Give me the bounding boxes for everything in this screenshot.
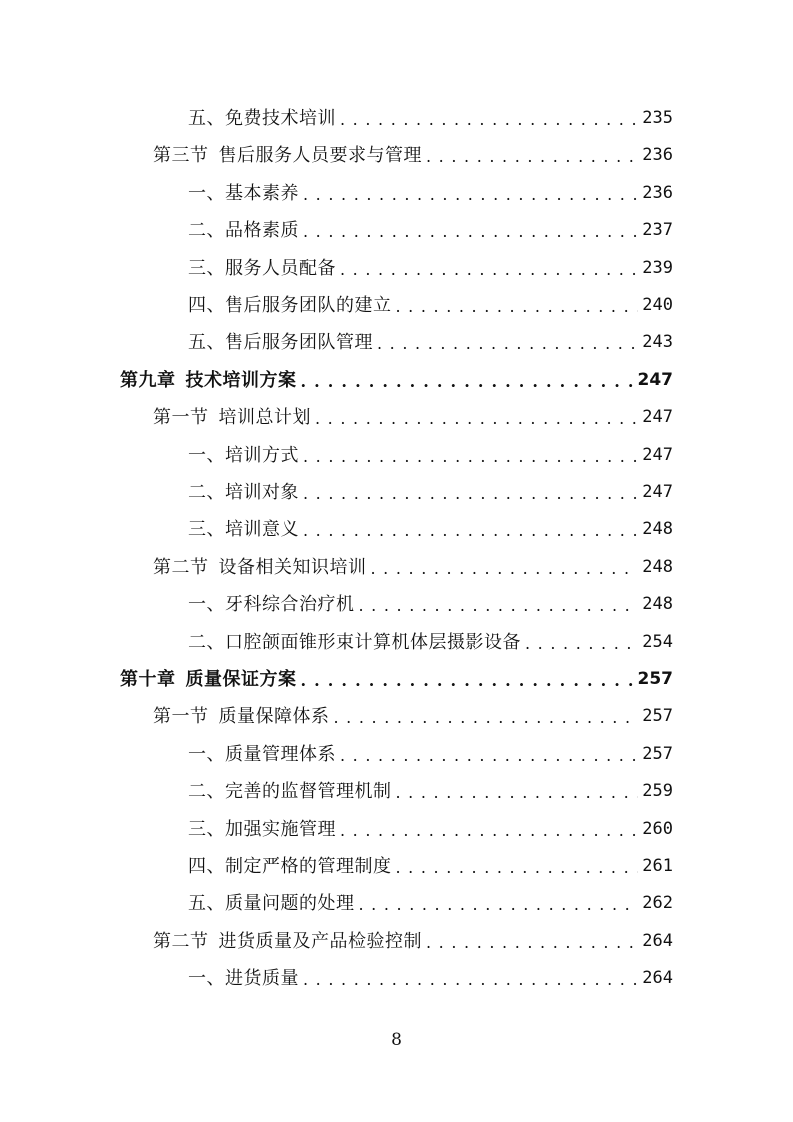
toc-entry[interactable] xyxy=(153,549,673,586)
toc-entry-number: 一、 xyxy=(188,594,225,615)
toc-entry-page: 248 xyxy=(642,519,673,539)
toc-entry[interactable] xyxy=(120,661,673,698)
toc-entry-number: 第九章 xyxy=(120,370,176,391)
toc-entry-title xyxy=(153,698,330,735)
toc-leader-dots xyxy=(359,886,639,923)
toc-entry-title xyxy=(188,511,299,548)
toc-entry-text: 设备相关知识培训 xyxy=(218,557,367,578)
toc-entry[interactable] xyxy=(153,698,673,735)
toc-entry-number: 四、 xyxy=(188,856,225,877)
toc-leader-dots xyxy=(396,288,639,325)
toc-entry-number: 五、 xyxy=(188,893,225,914)
toc-entry-text: 完善的监督管理机制 xyxy=(225,781,392,802)
toc-entry[interactable] xyxy=(188,811,673,848)
toc-entry-title xyxy=(188,960,299,997)
toc-entry-title xyxy=(188,773,392,810)
toc-entry-text: 质量问题的处理 xyxy=(225,893,355,914)
toc-entry-title xyxy=(188,212,299,249)
toc-entry-title xyxy=(188,250,336,287)
toc-entry-text: 技术培训方案 xyxy=(185,370,297,391)
toc-entry-title xyxy=(153,923,422,960)
toc-entry-page: 236 xyxy=(642,145,673,165)
toc-entry-title xyxy=(188,586,355,623)
toc-entry[interactable] xyxy=(153,399,673,436)
toc-leader-dots xyxy=(340,251,638,288)
toc-entry-page: 262 xyxy=(642,893,673,913)
toc-leader-dots xyxy=(396,849,639,886)
toc-entry[interactable] xyxy=(188,773,673,810)
toc-leader-dots xyxy=(377,325,638,362)
toc-entry-page: 235 xyxy=(642,108,673,128)
toc-entry-text: 质量保障体系 xyxy=(218,706,330,727)
toc-leader-dots xyxy=(315,400,638,437)
toc-entry-text: 售后服务团队的建立 xyxy=(225,295,392,316)
toc-entry-text: 培训意义 xyxy=(225,519,299,540)
toc-entry-title xyxy=(188,811,336,848)
toc-entry[interactable] xyxy=(188,287,673,324)
toc-entry[interactable] xyxy=(188,474,673,511)
toc-entry-title xyxy=(188,287,392,324)
toc-entry-page: 260 xyxy=(642,819,673,839)
toc-entry-text: 售后服务团队管理 xyxy=(225,332,373,353)
toc-entry-page: 239 xyxy=(642,258,673,278)
toc-leader-dots xyxy=(396,774,639,811)
toc-entry-number: 二、 xyxy=(188,220,225,241)
toc-entry[interactable] xyxy=(120,362,673,399)
toc-entry-text: 加强实施管理 xyxy=(225,819,336,840)
toc-entry-page: 240 xyxy=(642,295,673,315)
toc-leader-dots xyxy=(301,662,634,699)
toc-entry-text: 进货质量 xyxy=(225,968,299,989)
toc-leader-dots xyxy=(340,101,638,138)
toc-entry[interactable] xyxy=(188,100,673,137)
toc-entry-number: 三、 xyxy=(188,819,225,840)
toc-entry-number: 五、 xyxy=(188,332,225,353)
toc-leader-dots xyxy=(525,625,638,662)
toc-entry-number: 五、 xyxy=(188,108,225,129)
toc-leader-dots xyxy=(426,924,638,961)
toc-entry-text: 质量管理体系 xyxy=(225,744,336,765)
toc-entry-page: 236 xyxy=(642,183,673,203)
toc-leader-dots xyxy=(359,587,639,624)
toc-entry[interactable] xyxy=(153,137,673,174)
toc-entry-title xyxy=(188,624,521,661)
toc-entry-text: 免费技术培训 xyxy=(225,108,336,129)
toc-entry-page: 264 xyxy=(642,931,673,951)
toc-entry-page: 254 xyxy=(642,632,673,652)
page-number: 8 xyxy=(391,1030,402,1050)
toc-entry-text: 培训方式 xyxy=(225,445,299,466)
toc-entry-page: 248 xyxy=(642,594,673,614)
toc-entry-text: 进货质量及产品检验控制 xyxy=(218,931,422,952)
toc-entry[interactable] xyxy=(188,212,673,249)
toc-leader-dots xyxy=(340,737,638,774)
toc-leader-dots xyxy=(303,176,638,213)
toc-entry-text: 口腔颌面锥形束计算机体层摄影设备 xyxy=(225,632,521,653)
toc-entry-page: 247 xyxy=(642,445,673,465)
toc-entry[interactable] xyxy=(188,624,673,661)
toc-leader-dots xyxy=(303,512,638,549)
toc-entry[interactable] xyxy=(188,175,673,212)
toc-entry-title xyxy=(153,399,311,436)
toc-entry-page: 257 xyxy=(642,744,673,764)
toc-entry-page: 247 xyxy=(637,370,673,390)
toc-entry-page: 248 xyxy=(642,557,673,577)
toc-leader-dots xyxy=(303,213,638,250)
toc-entry[interactable] xyxy=(188,885,673,922)
toc-entry[interactable] xyxy=(188,437,673,474)
toc-leader-dots xyxy=(371,550,639,587)
toc-entry-number: 第一节 xyxy=(153,407,209,428)
toc-entry[interactable] xyxy=(188,324,673,361)
toc-entry-number: 第一节 xyxy=(153,706,209,727)
toc-entry-number: 四、 xyxy=(188,295,225,316)
toc-entry-title xyxy=(188,175,299,212)
toc-leader-dots xyxy=(303,961,638,998)
toc-entry-title xyxy=(188,437,299,474)
toc-entry-page: 257 xyxy=(637,669,673,689)
toc-entry-number: 二、 xyxy=(188,632,225,653)
toc-entry-text: 服务人员配备 xyxy=(225,258,336,279)
toc-entry-page: 237 xyxy=(642,220,673,240)
toc-entry[interactable] xyxy=(188,960,673,997)
toc-entry-page: 264 xyxy=(642,968,673,988)
toc-entry-text: 培训对象 xyxy=(225,482,299,503)
toc-entry-title xyxy=(153,137,422,174)
toc-entry-title xyxy=(120,661,297,698)
toc-entry-number: 第十章 xyxy=(120,669,176,690)
toc-entry-title xyxy=(188,324,373,361)
toc-entry-number: 三、 xyxy=(188,258,225,279)
toc-entry-text: 质量保证方案 xyxy=(185,669,297,690)
toc-entry-title xyxy=(188,885,355,922)
toc-leader-dots xyxy=(426,138,638,175)
toc-entry-title xyxy=(153,549,367,586)
toc-entry-title xyxy=(188,474,299,511)
toc-entry-text: 品格素质 xyxy=(225,220,299,241)
toc-leader-dots xyxy=(334,699,639,736)
toc-entry[interactable] xyxy=(188,586,673,623)
toc-entry-title xyxy=(188,848,392,885)
toc-leader-dots xyxy=(340,812,638,849)
toc-entry-number: 二、 xyxy=(188,781,225,802)
toc-entry-page: 261 xyxy=(642,856,673,876)
toc-entry-number: 第二节 xyxy=(153,557,209,578)
toc-entry[interactable] xyxy=(188,250,673,287)
toc-entry-title xyxy=(188,100,336,137)
toc-entry-title xyxy=(188,736,336,773)
toc-leader-dots xyxy=(303,438,638,475)
toc-entry-number: 一、 xyxy=(188,744,225,765)
toc-entry-page: 243 xyxy=(642,332,673,352)
toc-entry-text: 基本素养 xyxy=(225,183,299,204)
toc-entry-number: 三、 xyxy=(188,519,225,540)
toc-entry-page: 257 xyxy=(642,706,673,726)
toc-leader-dots xyxy=(301,363,634,400)
toc-entry-title xyxy=(120,362,297,399)
toc-entry-number: 第二节 xyxy=(153,931,209,952)
toc-entry[interactable] xyxy=(188,736,673,773)
toc-entry-number: 一、 xyxy=(188,183,225,204)
toc-entry[interactable] xyxy=(188,848,673,885)
toc-leader-dots xyxy=(303,475,638,512)
toc-entry-number: 二、 xyxy=(188,482,225,503)
toc-entry-text: 培训总计划 xyxy=(218,407,311,428)
toc-entry-page: 247 xyxy=(642,407,673,427)
toc-entry-page: 247 xyxy=(642,482,673,502)
toc-entry-page: 259 xyxy=(642,781,673,801)
toc-entry[interactable] xyxy=(153,923,673,960)
toc-entry-number: 一、 xyxy=(188,968,225,989)
toc-entry-number: 一、 xyxy=(188,445,225,466)
toc-entry-text: 售后服务人员要求与管理 xyxy=(218,145,422,166)
toc-entry-text: 牙科综合治疗机 xyxy=(225,594,355,615)
toc-entry-number: 第三节 xyxy=(153,145,209,166)
toc-entry-text: 制定严格的管理制度 xyxy=(225,856,392,877)
toc-entry[interactable] xyxy=(188,511,673,548)
